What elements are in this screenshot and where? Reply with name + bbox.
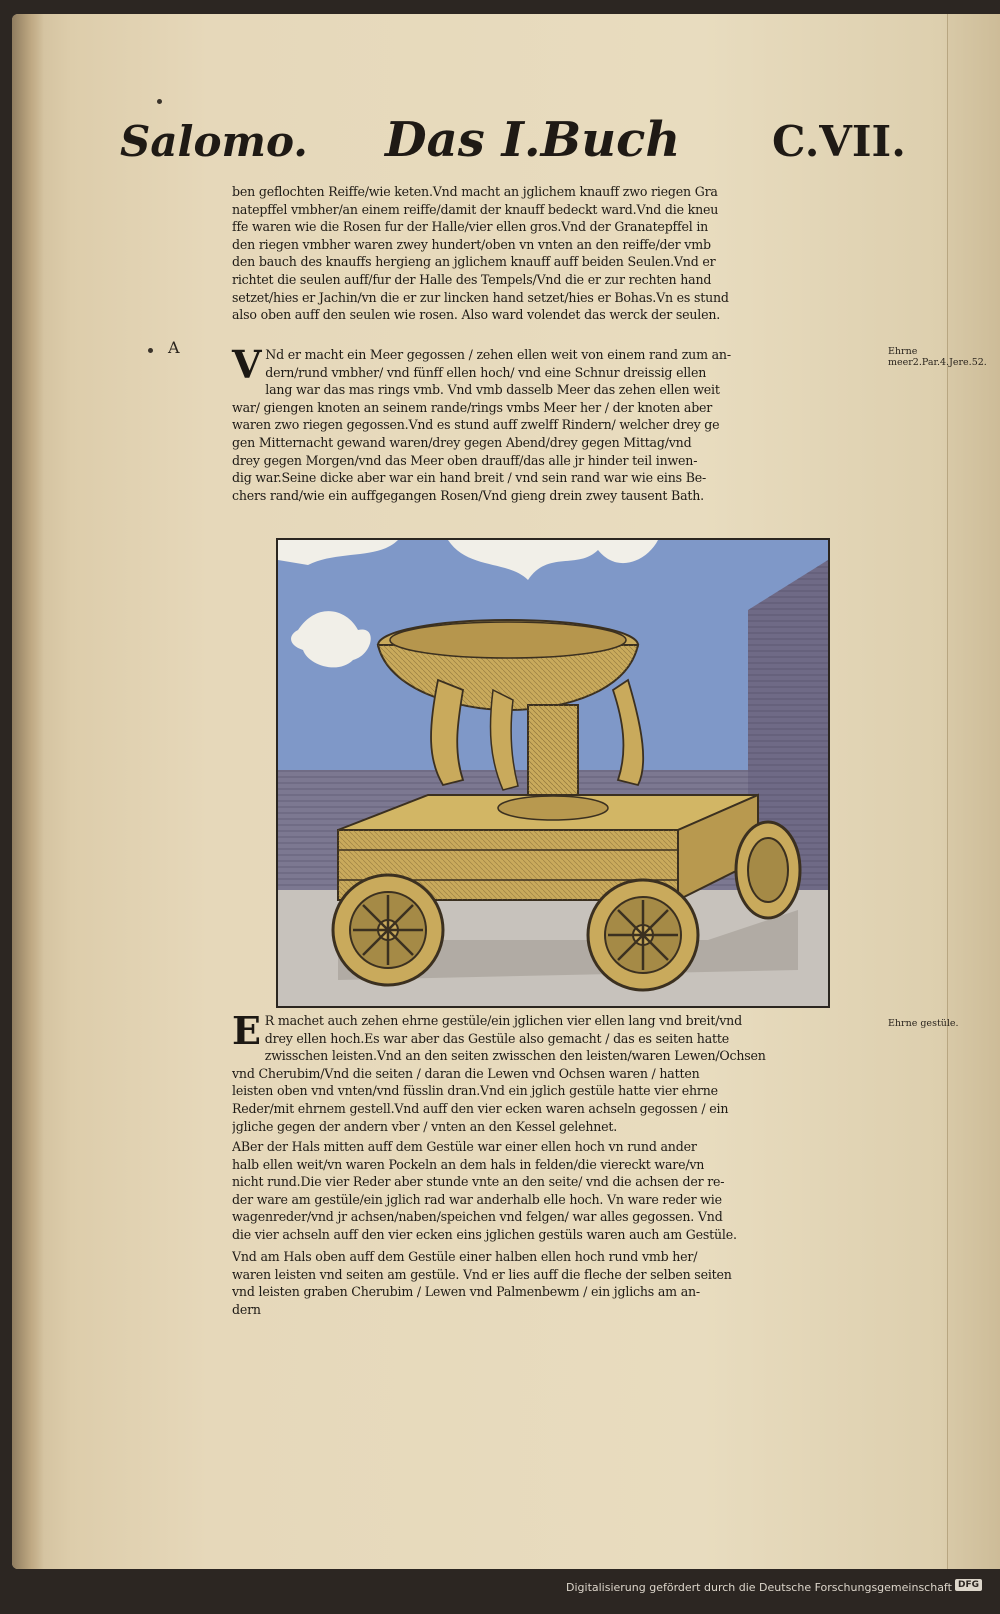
ink-dot [157, 99, 162, 104]
text-line: 2.Par.4. [912, 357, 950, 368]
text-line: waren zwo riegen gegossen.Vnd es stund auff zwelff Rindern/ welcher drey ge [232, 417, 720, 433]
text-line: Reder/mit ehrnem gestell.Vnd auff den vier ecken waren achseln gegossen / ein [232, 1100, 729, 1116]
text-line: R machet auch zehen ehrne gestüle/ein jglichen vier ellen lang vnd breit/vnd [264, 1013, 742, 1028]
header-folio: C.VII. [772, 117, 906, 166]
text-line: drey gegen Morgen/vnd das Meer oben drauff/das alle jr hinder teil inwen- [232, 452, 698, 468]
text-line: ben geflochten Reiffe/wie keten.Vnd macht an jglichem knauff zwo riegen Gra [232, 184, 718, 199]
paragraph-molten-sea [232, 342, 894, 504]
header-book-name: Salomo. [120, 117, 308, 166]
running-header [110, 112, 910, 182]
credit-text: Digitalisierung gefördert durch die Deutsche Forschungsgemeinschaft [566, 1581, 952, 1594]
text-line: zwisschen leisten.Vnd an den seiten zwisschen den leisten/waren Lewen/Ochsen [264, 1048, 766, 1064]
text-line: den bauch des knauffs hergieng an jglichem knauff auff beiden Seulen.Vnd er [232, 254, 716, 270]
drop-cap: V [232, 342, 262, 387]
text-line: setzet/hies er Jachin/vn die er zur lincken hand setzet/hies er Bohas.Vn es stund [232, 289, 729, 305]
text-line: wagenreder/vnd jr achsen/naben/speichen vnd felgen/ war alles gegossen. Vnd [232, 1209, 723, 1225]
text-line: dern/rund vmbher/ vnd fünff ellen hoch/ vnd eine Schnur dreissig ellen [265, 364, 707, 380]
paragraph-panels [232, 1248, 894, 1318]
text-line: war/ giengen knoten an seinem rande/rings vmbs Meer her / der knoten aber [232, 399, 713, 415]
text-line: ffe waren wie die Rosen fur der Halle/vier ellen gros.Vnd der Granatepffel in [232, 219, 709, 235]
support-arm [431, 680, 463, 785]
adjacent-page-edge [947, 14, 1000, 1569]
text-line: Nd er macht ein Meer gegossen / zehen ellen weit von einem rand zum an- [265, 347, 731, 362]
text-line: vnd leisten graben Cherubim / Lewen vnd Palmenbewm / ein jglichs am an- [232, 1284, 700, 1300]
text-line: dig war.Seine dicke aber war ein hand breit / vnd sein rand war wie eins Be- [232, 470, 707, 486]
text-line: drey ellen hoch.Es war aber das Gestüle also gemacht / das es seiten hatte [264, 1030, 729, 1046]
text-line: chers rand/wie ein auffgegangen Rosen/Vnd gieng drein zwey tausent Bath. [232, 487, 704, 503]
text-line: jgliche gegen der andern vber / vnten an den Kessel gelehnet. [232, 1118, 618, 1134]
woodcut-illustration [276, 538, 830, 1008]
paragraph-bases [232, 1008, 894, 1135]
digitization-credit [560, 1578, 1000, 1614]
margin-marker: A [168, 338, 180, 357]
margin-note-sea [888, 346, 1000, 368]
paragraph-neck [232, 1138, 894, 1244]
text-line: der ware am gestüle/ein jglich rad war anderhalb elle hoch. Vn ware reder wie [232, 1191, 722, 1207]
text-line: Vnd am Hals oben auff dem Gestüle einer halben ellen hoch rund vmb her/ [232, 1249, 698, 1264]
book-spine [12, 14, 44, 1569]
text-line: die vier achseln auff den vier ecken eins jglichen gestüls waren auch am Gestüle. [232, 1226, 737, 1242]
text-line: dern [232, 1301, 261, 1317]
text-line: nicht rund.Die vier Reder aber stunde vnte an den seite/ vnd die achsen der re- [232, 1174, 725, 1190]
text-line: leisten oben vnd vnten/vnd füsslin dran.Vnd ein jglich gestüle hatte vier ehrne [232, 1083, 718, 1099]
paragraph-pillars [232, 183, 894, 324]
drop-cap: E [232, 1008, 261, 1053]
text-line: gen Mitternacht gewand waren/drey gegen Abend/drey gegen Mittag/vnd [232, 434, 692, 450]
text-line: ABer der Hals mitten auff dem Gestüle war einer ellen hoch vn rund ander [232, 1139, 697, 1154]
text-line: Ehrne ge [888, 1018, 933, 1029]
ink-dot [148, 348, 153, 353]
text-line: waren leisten vnd seiten am gestüle. Vnd er lies auff die fleche der selben seiten [232, 1266, 732, 1282]
margin-note-bases [888, 1018, 959, 1029]
header-book-title: Das I.Buch [385, 112, 681, 168]
text-line: Ehrne meer [888, 346, 918, 368]
text-line: halb ellen weit/vn waren Pockeln an dem hals in felden/die viereckt ware/vn [232, 1156, 705, 1172]
text-line: richtet die seulen auff/fur der Halle des Tempels/Vnd die er zur rechten hand [232, 271, 712, 287]
text-line: lang war das mas rings vmb. Vnd vmb dasselb Meer das zehen ellen weit [265, 382, 720, 398]
text-line: vnd Cherubim/Vnd die seiten / daran die Lewen vnd Ochsen waren / hatten [232, 1065, 700, 1081]
text-line: stüle. [932, 1018, 959, 1029]
dfg-logo: DFG [955, 1579, 982, 1591]
text-line: Jere.52. [949, 357, 987, 368]
text-line: den riegen vmbher waren zwey hundert/oben vn vnten an den reiffe/der vmb [232, 236, 711, 252]
text-line: natepffel vmbher/an einem reiffe/damit der knauff bedeckt ward.Vnd die kneu [232, 201, 719, 217]
text-line: also oben auff den seulen wie rosen. Also ward volendet das werck der seulen. [232, 307, 721, 323]
